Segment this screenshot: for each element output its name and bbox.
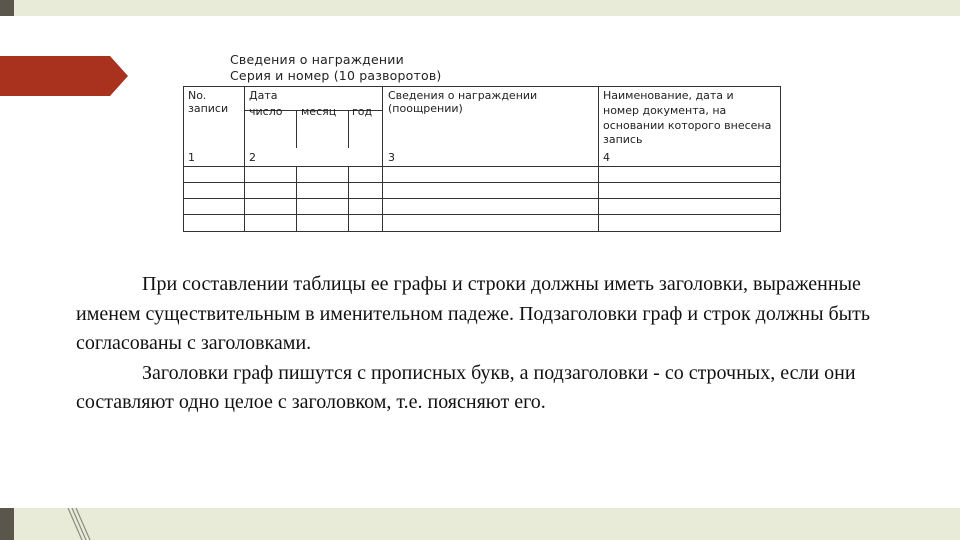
header-month: месяц [301,105,337,118]
red-arrow-marker [0,56,130,96]
header-day: число [249,105,283,118]
bottom-band-dark-corner [0,508,14,540]
header-doc-line3: основании которого внесена [603,119,772,132]
header-award-info: Сведения о награждении [388,89,538,102]
table-caption-series: Серия и номер (10 разворотов) [230,68,442,83]
header-doc-line1: Наименование, дата и [603,89,734,102]
slide-body-text [76,270,916,418]
bottom-decorative-band [0,508,960,540]
table-form-image [183,46,782,232]
paragraph-2: Заголовки граф пишутся с прописных букв, а подзаголовки - со строчных, если они составляют одно целое с заголовком, т.е. поясняют его. [76,361,856,413]
top-decorative-band [0,0,960,16]
column-number-1: 1 [188,151,195,164]
column-number-2: 2 [249,151,256,164]
top-band-dark-corner [0,0,14,16]
header-year: год [352,105,373,118]
column-number-4: 4 [603,151,610,164]
paragraph-1: При составлении таблицы ее графы и строки должны иметь заголовки, выраженные именем существительным в именительном падеже. Подзаголовки граф и строк должны быть согласованы с заголовками. [76,273,870,354]
header-doc-line4: запись [603,133,643,146]
header-record-label: записи [188,102,229,115]
column-number-3: 3 [388,151,395,164]
decorative-stripes [60,508,120,540]
header-date: Дата [249,89,278,102]
header-award-sub: (поощрении) [388,102,463,115]
table-caption-title: Сведения о награждении [230,52,404,67]
header-doc-line2: номер документа, на [603,104,727,117]
header-record-no: No. [188,89,207,102]
